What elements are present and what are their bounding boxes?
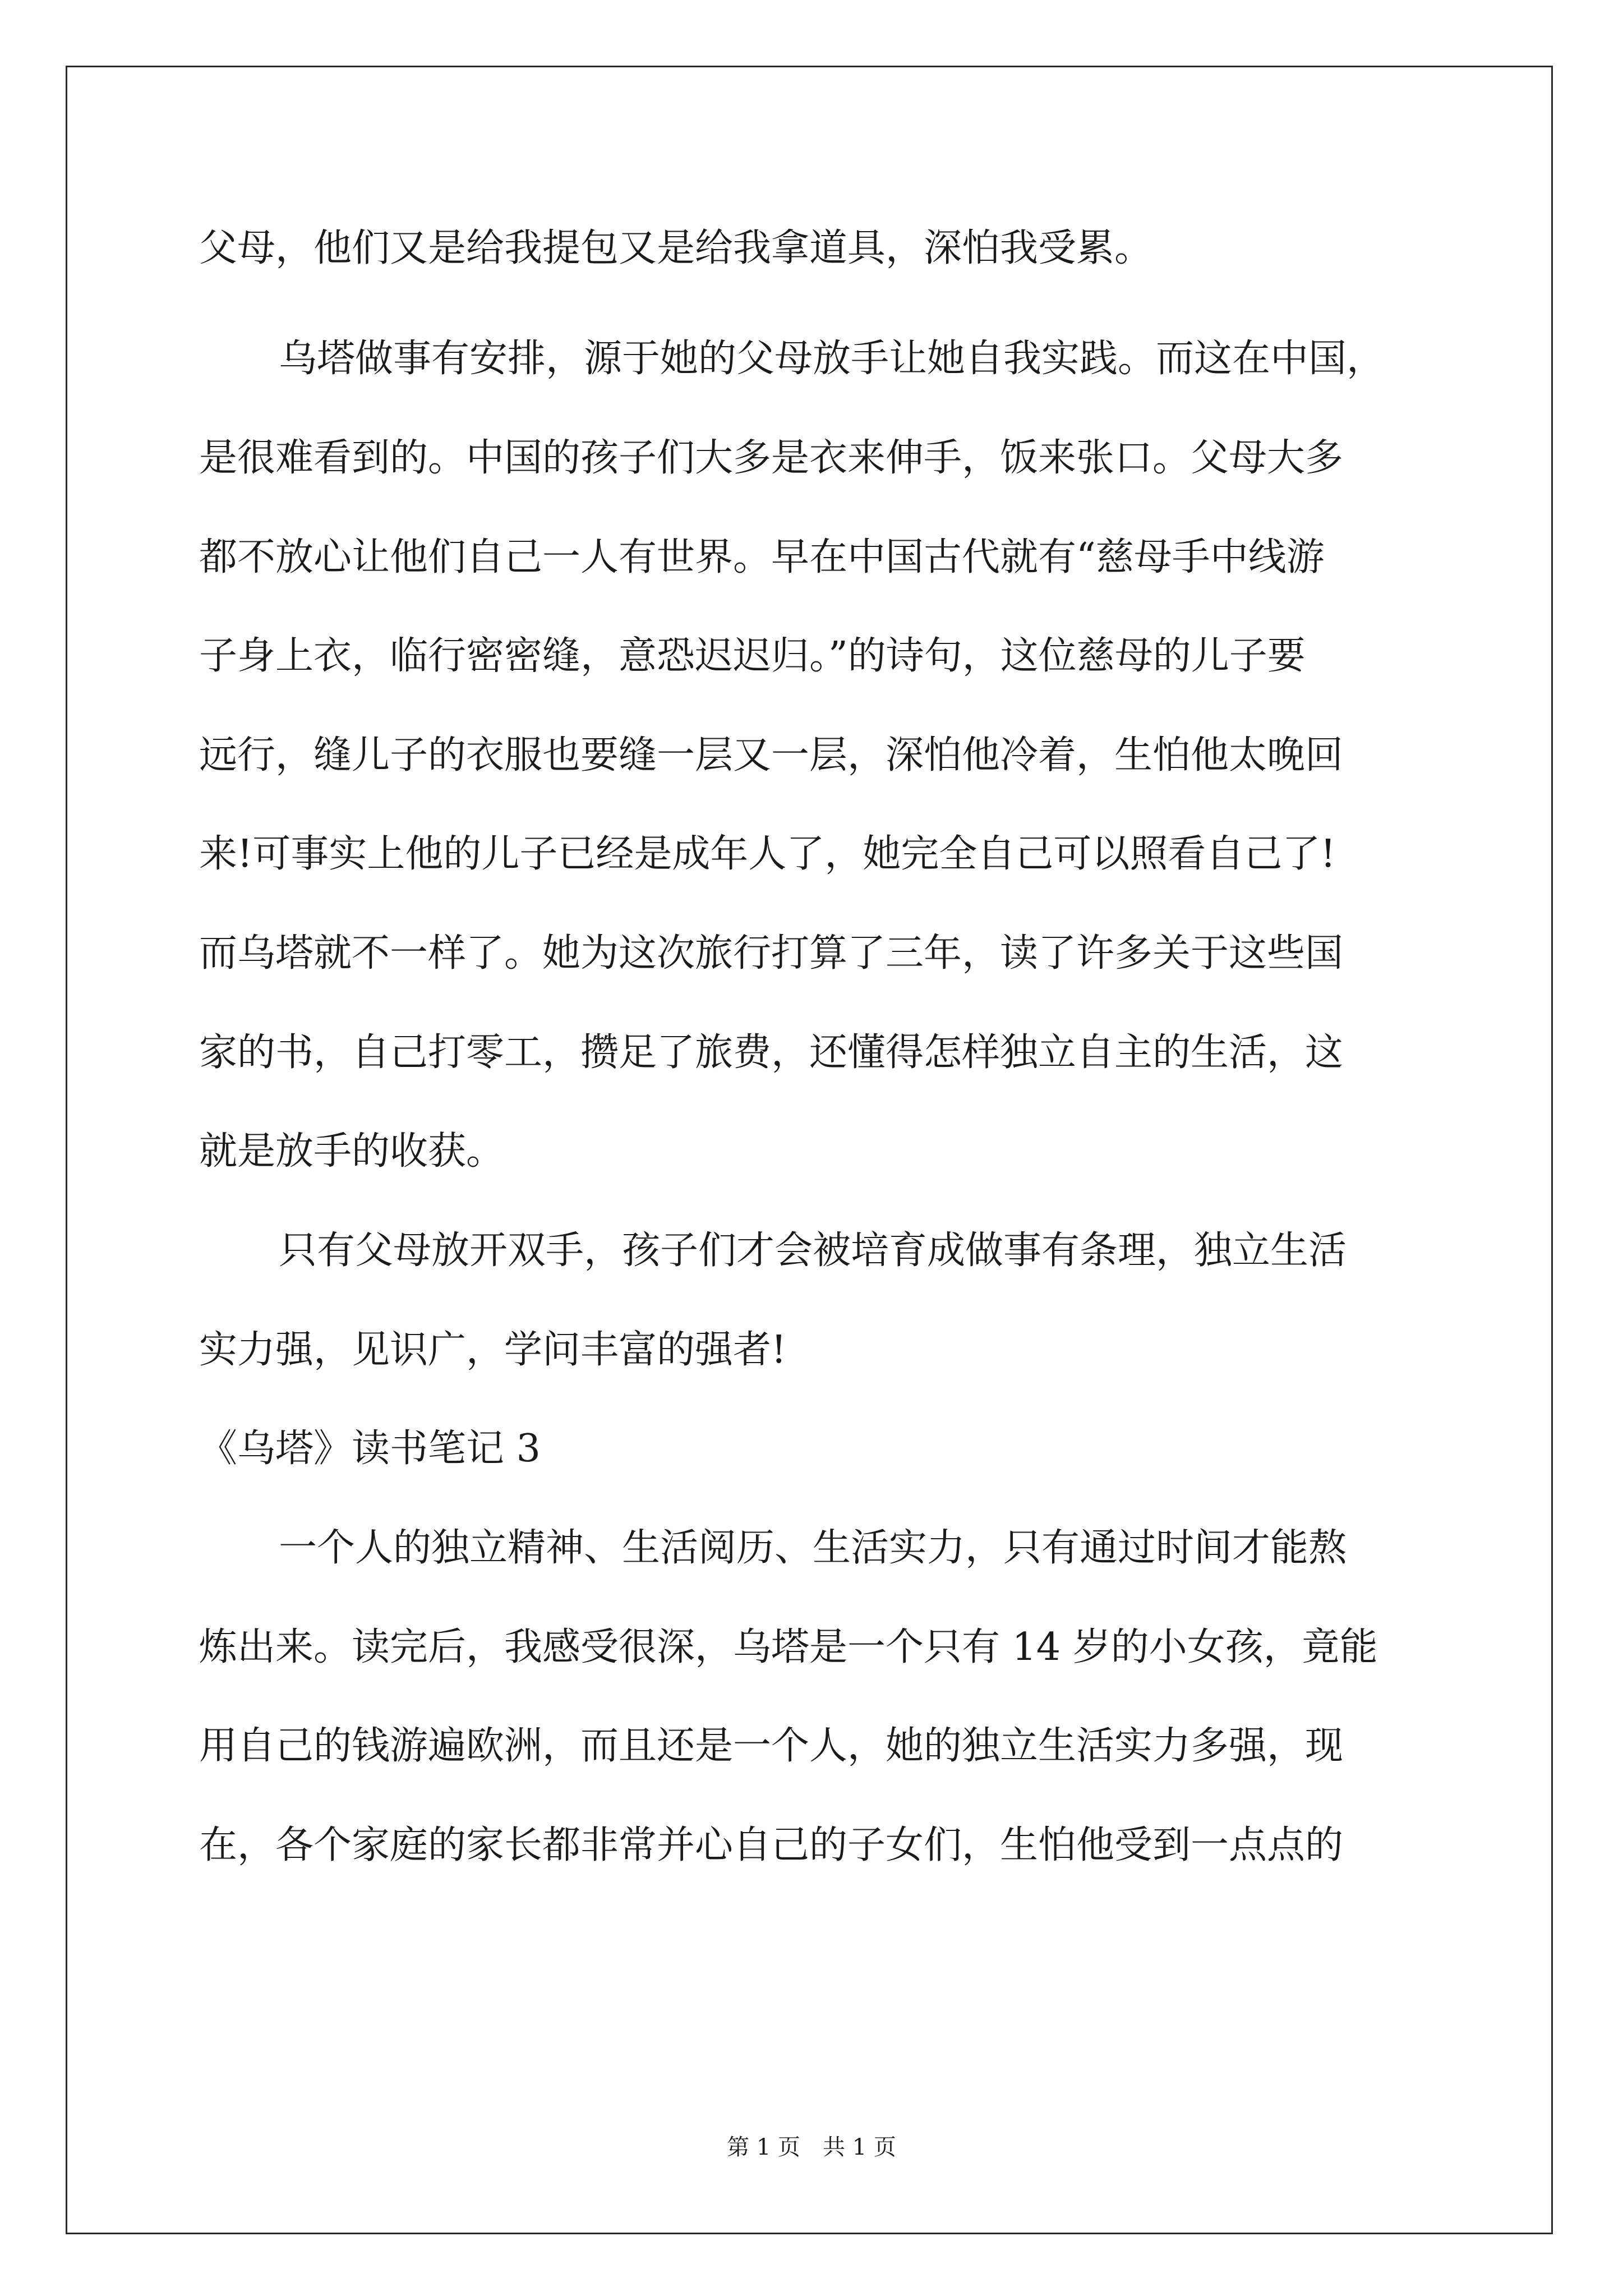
text-line: 父母，他们又是给我提包又是给我拿道具，深怕我受累。: [199, 226, 1153, 270]
text-line: 炼出来。读完后，我感受很深，乌塔是一个只有 14 岁的小女孩，竟能: [199, 1625, 1378, 1669]
text-line: 家的书，自己打零工，攒足了旅费，还懂得怎样独立自主的生活，这: [199, 1030, 1344, 1075]
text-line: 用自己的钱游遍欧洲，而且还是一个人，她的独立生活实力多强，现: [199, 1724, 1344, 1768]
total-pages: 共 1 页: [823, 2134, 896, 2160]
paragraph-start-line: 一个人的独立精神、生活阅历、生活实力，只有通过时间才能熬: [279, 1526, 1347, 1570]
paragraph-start-line: 只有父母放开双手，孩子们才会被培育成做事有条理，独立生活: [279, 1228, 1347, 1273]
text-line: 而乌塔就不一样了。她为这次旅行打算了三年，读了许多关于这些国: [199, 931, 1344, 976]
text-line: 是很难看到的。中国的孩子们大多是衣来伸手，饭来张口。父母大多: [199, 436, 1344, 480]
page-footer: [0, 2129, 1623, 2161]
text-line: 远行，缝儿子的衣服也要缝一层又一层，深怕他冷着，生怕他太晚回: [199, 733, 1344, 777]
text-line: 来!可事实上他的儿子已经是成年人了，她完全自己可以照看自己了!: [199, 832, 1336, 876]
text-line: 都不放心让他们自己一人有世界。早在中国古代就有“慈母手中线游: [199, 535, 1325, 579]
section-heading: 《乌塔》读书笔记 3: [199, 1427, 541, 1471]
paragraph-start-line: 乌塔做事有安排，源于她的父母放手让她自我实践。而这在中国，: [279, 337, 1385, 381]
text-line: 就是放手的收获。: [199, 1129, 505, 1174]
text-line: 子身上衣，临行密密缝，意恐迟迟归。”的诗句，这位慈母的儿子要: [199, 634, 1306, 678]
text-line: 实力强，见识广，学问丰富的强者!: [199, 1328, 787, 1372]
page-number: 第 1 页: [727, 2134, 800, 2160]
text-line: 在，各个家庭的家长都非常并心自己的子女们，生怕他受到一点点的: [199, 1823, 1344, 1867]
